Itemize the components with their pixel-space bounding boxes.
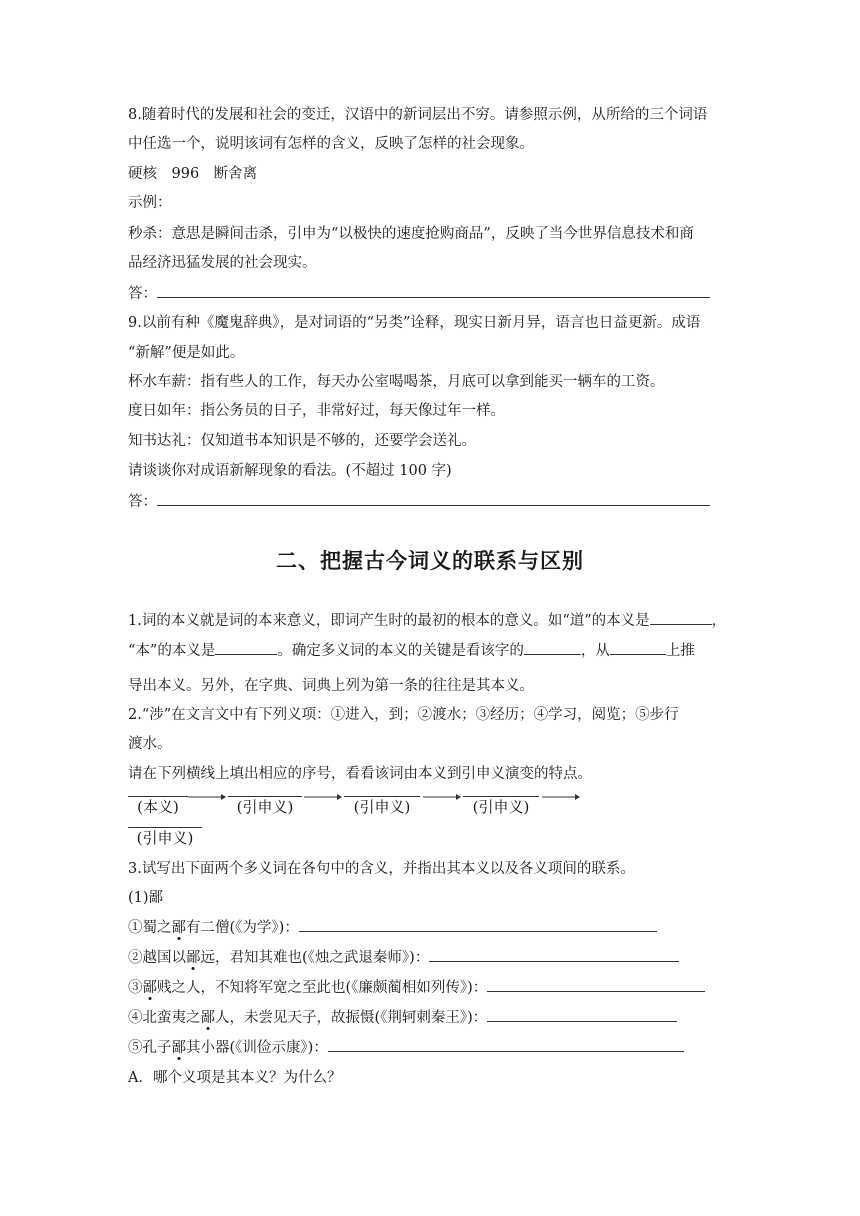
q9-line1: 9.以前有种《魔鬼辞典》，是对词语的“另类”诠释，现实日新月异，语言也日益更新。成语: [128, 315, 701, 331]
s2-line1: 2.“涉”在文言文中有下列义项：①进入，到；②渡水；③经历；④学习，阅览；⑤步行: [128, 707, 679, 723]
s3-item5-pre: ⑤孔子: [128, 1040, 172, 1056]
flow-label-ext-1: (引申义): [236, 798, 294, 816]
s3-item2-key-char: 鄙: [186, 950, 201, 966]
flow-blank-1[interactable]: [128, 792, 188, 817]
flow-blank-4[interactable]: [463, 792, 539, 817]
s3-item1-key-char: 鄙: [171, 920, 186, 936]
s1-blank-from[interactable]: [610, 640, 666, 655]
meaning-flow-diagram: [128, 792, 588, 852]
q8-example-line2: 品经济迅猛发展的社会现实。: [128, 255, 317, 271]
section-title: 二、把握古今词义的联系与区别: [276, 549, 584, 573]
s2-line3: 请在下列横线上填出相应的序号，看看该词由本义到引申义演变的特点。: [128, 766, 592, 782]
s3-item4-post: 人，未尝见天子，故振慑(《荆轲刺秦王》)：: [215, 1010, 488, 1026]
q8-example-label: 示例：: [128, 195, 172, 211]
s3-item3-post: 贱之人，不知将军宽之至此也(《廉颇蔺相如列传》)：: [157, 980, 488, 996]
s3-item1-blank[interactable]: [299, 917, 657, 932]
s3-item-3: [128, 977, 705, 998]
flow-blank-5[interactable]: [128, 823, 202, 848]
s1-text-c: “本”的本义是: [128, 643, 216, 659]
q9-item2: 度日如年：指公务员的日子，非常好过，每天像过年一样。: [128, 403, 505, 419]
s1-text-a: 1.词的本义就是词的本来意义，即词产生时的最初的根本的意义。如“道”的本义是: [128, 613, 650, 629]
q9-item3: 知书达礼：仅知道书本知识是不够的，还要学会送礼。: [128, 433, 476, 449]
s3-item-4: [128, 1007, 677, 1028]
q9-answer-blank[interactable]: [157, 491, 710, 506]
flow-label-ext-4: (引申义): [136, 829, 194, 847]
s3-item1-post: 有二僧(《为学》)：: [186, 920, 299, 936]
s3-item4-key-char: 鄙: [200, 1010, 215, 1026]
s1-text-e: ，从: [580, 643, 610, 659]
q9-item1: 杯水车薪：指有些人的工作，每天办公室喝喝茶，月底可以拿到能买一辆车的工资。: [128, 374, 665, 390]
s3-question-a: A．哪个义项是其本义？为什么？: [128, 1070, 342, 1086]
flow-arrow-2: [304, 792, 342, 802]
q9-answer: [128, 491, 710, 512]
s3-item2-blank[interactable]: [429, 947, 679, 962]
q9-line2: “新解”便是如此。: [128, 345, 245, 361]
s3-item3-blank[interactable]: [487, 977, 705, 992]
s3-line1: 3.试写出下面两个多义词在各句中的含义，并指出其本义以及各义项间的联系。: [128, 861, 635, 877]
s3-item5-key-char: 鄙: [171, 1040, 186, 1056]
flow-arrow-3: [423, 792, 461, 802]
s1-text-d: 。确定多义词的本义的关键是看该字的: [277, 643, 524, 659]
s3-item5-blank[interactable]: [328, 1037, 684, 1052]
s3-item4-blank[interactable]: [487, 1007, 677, 1022]
s3-sub: (1)鄙: [128, 890, 164, 906]
s3-item-1: [128, 917, 657, 938]
q9-prompt: 请谈谈你对成语新解现象的看法。(不超过 100 字): [128, 463, 452, 479]
s1-text-b: ，: [711, 613, 727, 629]
q9-answer-label: 答：: [128, 494, 157, 510]
s3-item4-pre: ④北蛮夷之: [128, 1010, 201, 1026]
s1-blank-ben[interactable]: [215, 640, 277, 655]
flow-label-ext-3: (引申义): [472, 798, 530, 816]
flow-arrow-4: [542, 792, 580, 802]
s2-line2: 渡水。: [128, 736, 172, 752]
s1-line2: [128, 640, 695, 661]
s3-item1-pre: ①蜀之: [128, 920, 172, 936]
q8-line2: 中任选一个，说明该词有怎样的含义，反映了怎样的社会现象。: [128, 136, 534, 152]
s1-text-f: 上推: [665, 643, 695, 659]
s3-item-5: [128, 1037, 684, 1058]
s1-blank-dao[interactable]: [650, 610, 712, 625]
q8-example-line1: 秒杀：意思是瞬间击杀，引申为“以极快的速度抢购商品”，反映了当今世界信息技术和商: [128, 226, 694, 242]
q8-line1: 8.随着时代的发展和社会的变迁，汉语中的新词层出不穷。请参照示例，从所给的三个词语: [128, 107, 708, 123]
flow-arrow-1: [188, 792, 226, 802]
flow-blank-2[interactable]: [228, 792, 302, 817]
q8-answer: [128, 283, 710, 304]
s3-item2-pre: ②越国以: [128, 950, 186, 966]
flow-label-original: (本义): [137, 798, 179, 816]
flow-blank-3[interactable]: [344, 792, 420, 817]
s3-item5-post: 其小器(《训俭示康》)：: [186, 1040, 328, 1056]
flow-label-ext-2: (引申义): [353, 798, 411, 816]
s3-item-2: [128, 947, 679, 968]
s3-item2-post: 远，君知其难也(《烛之武退秦师》)：: [200, 950, 430, 966]
q8-words: 硬核 996 断舍离: [128, 166, 258, 182]
q8-answer-label: 答：: [128, 286, 157, 302]
s1-blank-key[interactable]: [524, 640, 581, 655]
s3-item3-key-char: 鄙: [142, 980, 157, 996]
q8-answer-blank[interactable]: [157, 283, 710, 298]
s1-line1: [128, 610, 726, 631]
s3-item3-pre: ③: [128, 980, 143, 996]
s1-line3: 导出本义。另外，在字典、词典上列为第一条的往往是其本义。: [128, 678, 534, 694]
